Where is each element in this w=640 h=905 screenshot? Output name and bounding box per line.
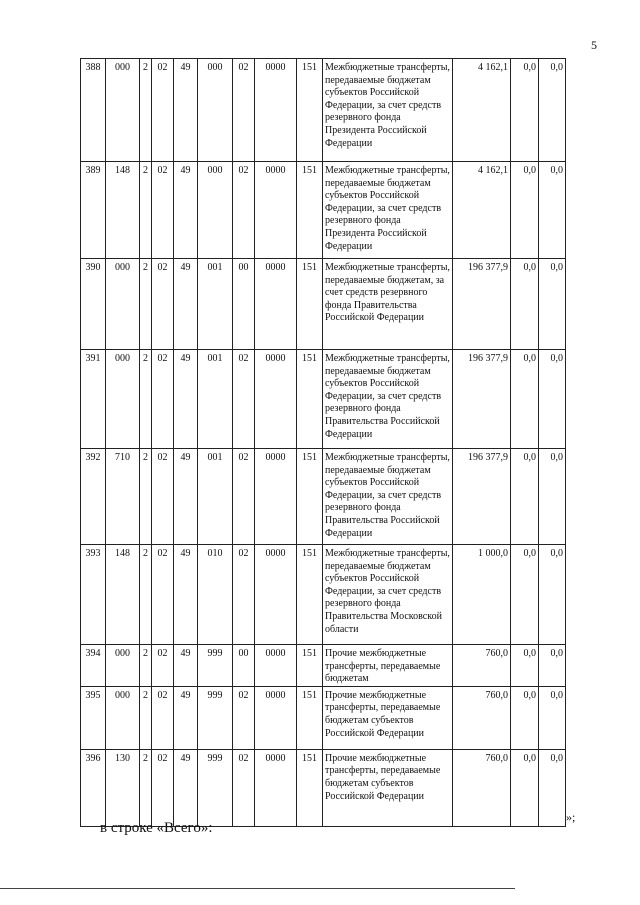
cell-c5: 999 (198, 749, 233, 826)
cell-c4: 49 (174, 350, 198, 449)
cell-c6: 02 (233, 162, 255, 259)
closing-quote: »; (566, 810, 576, 824)
cell-c6: 00 (233, 259, 255, 350)
cell-c2: 2 (140, 449, 152, 545)
cell-c8: 151 (297, 259, 323, 350)
cell-c2: 2 (140, 645, 152, 687)
cell-name: Прочие межбюджетные трансферты, передаваемые бюджетам субъектов Российской Федерации (323, 686, 453, 749)
cell-num: 394 (81, 645, 106, 687)
cell-c5: 001 (198, 259, 233, 350)
cell-v2: 0,0 (511, 59, 539, 162)
cell-c4: 49 (174, 686, 198, 749)
table-row (81, 162, 566, 259)
cell-c3: 02 (152, 350, 174, 449)
table-row (81, 449, 566, 545)
cell-num: 392 (81, 449, 106, 545)
cell-c2: 2 (140, 162, 152, 259)
cell-c8: 151 (297, 59, 323, 162)
budget-table (80, 58, 566, 827)
table-row (81, 749, 566, 826)
cell-v3: 0,0 (539, 259, 566, 350)
cell-v1: 760,0 (453, 686, 511, 749)
cell-c1: 710 (106, 449, 140, 545)
cell-name: Межбюджетные трансферты, передаваемые бюджетам субъектов Российской Федерации, за счет средств резервного фонда Правительства Российской Федерации (323, 350, 453, 449)
cell-name: Межбюджетные трансферты, передаваемые бюджетам субъектов Российской Федерации, за счет средств резервного фонда Правительства Московской области (323, 545, 453, 645)
cell-v1: 1 000,0 (453, 545, 511, 645)
cell-v3: 0,0 (539, 449, 566, 545)
cell-v3: 0,0 (539, 59, 566, 162)
cell-v3: 0,0 (539, 545, 566, 645)
cell-num: 393 (81, 545, 106, 645)
footer-rule (0, 888, 515, 889)
cell-v3: 0,0 (539, 645, 566, 687)
cell-num: 391 (81, 350, 106, 449)
cell-c2: 2 (140, 350, 152, 449)
cell-c3: 02 (152, 259, 174, 350)
cell-c5: 010 (198, 545, 233, 645)
cell-v2: 0,0 (511, 686, 539, 749)
cell-c5: 001 (198, 350, 233, 449)
cell-v2: 0,0 (511, 350, 539, 449)
cell-c8: 151 (297, 449, 323, 545)
cell-name: Межбюджетные трансферты, передаваемые бюджетам субъектов Российской Федерации, за счет средств резервного фонда Правительства Российской Федерации (323, 449, 453, 545)
cell-name: Межбюджетные трансферты, передаваемые бюджетам субъектов Российской Федерации, за счет средств резервного фонда Президента Российской Федерации (323, 59, 453, 162)
cell-num: 396 (81, 749, 106, 826)
cell-c6: 02 (233, 350, 255, 449)
cell-c8: 151 (297, 350, 323, 449)
cell-c7: 0000 (255, 449, 297, 545)
cell-c1: 000 (106, 645, 140, 687)
cell-v2: 0,0 (511, 162, 539, 259)
cell-c5: 999 (198, 686, 233, 749)
cell-c1: 130 (106, 749, 140, 826)
cell-c3: 02 (152, 545, 174, 645)
cell-c1: 000 (106, 350, 140, 449)
cell-c3: 02 (152, 749, 174, 826)
cell-c1: 000 (106, 59, 140, 162)
cell-c2: 2 (140, 59, 152, 162)
cell-name: Прочие межбюджетные трансферты, передаваемые бюджетам (323, 645, 453, 687)
cell-c7: 0000 (255, 686, 297, 749)
cell-v1: 196 377,9 (453, 449, 511, 545)
cell-c3: 02 (152, 59, 174, 162)
cell-c7: 0000 (255, 59, 297, 162)
cell-c5: 999 (198, 645, 233, 687)
cell-c2: 2 (140, 259, 152, 350)
cell-v2: 0,0 (511, 749, 539, 826)
cell-c5: 001 (198, 449, 233, 545)
cell-c3: 02 (152, 162, 174, 259)
cell-c1: 000 (106, 686, 140, 749)
page-number: 5 (591, 38, 597, 52)
cell-num: 395 (81, 686, 106, 749)
cell-v3: 0,0 (539, 162, 566, 259)
table-row (81, 259, 566, 350)
cell-c6: 02 (233, 59, 255, 162)
cell-c8: 151 (297, 162, 323, 259)
cell-name: Прочие межбюджетные трансферты, передаваемые бюджетам субъектов Российской Федерации (323, 749, 453, 826)
cell-c4: 49 (174, 162, 198, 259)
cell-c1: 148 (106, 545, 140, 645)
cell-c6: 00 (233, 645, 255, 687)
cell-v3: 0,0 (539, 350, 566, 449)
cell-c7: 0000 (255, 749, 297, 826)
cell-c5: 000 (198, 59, 233, 162)
cell-c8: 151 (297, 645, 323, 687)
table-row (81, 59, 566, 162)
cell-c1: 148 (106, 162, 140, 259)
cell-v2: 0,0 (511, 645, 539, 687)
cell-v2: 0,0 (511, 545, 539, 645)
cell-c2: 2 (140, 749, 152, 826)
cell-c7: 0000 (255, 350, 297, 449)
cell-c3: 02 (152, 645, 174, 687)
cell-c8: 151 (297, 686, 323, 749)
table-row (81, 350, 566, 449)
table-row (81, 686, 566, 749)
cell-num: 388 (81, 59, 106, 162)
cell-v2: 0,0 (511, 449, 539, 545)
cell-c1: 000 (106, 259, 140, 350)
cell-c7: 0000 (255, 645, 297, 687)
cell-c7: 0000 (255, 545, 297, 645)
cell-c6: 02 (233, 545, 255, 645)
cell-v1: 760,0 (453, 749, 511, 826)
cell-c4: 49 (174, 59, 198, 162)
cell-v1: 196 377,9 (453, 350, 511, 449)
cell-v1: 4 162,1 (453, 162, 511, 259)
cell-c5: 000 (198, 162, 233, 259)
cell-v2: 0,0 (511, 259, 539, 350)
cell-v1: 196 377,9 (453, 259, 511, 350)
cell-c4: 49 (174, 259, 198, 350)
cell-c6: 02 (233, 749, 255, 826)
cell-name: Межбюджетные трансферты, передаваемые бюджетам субъектов Российской Федерации, за счет средств резервного фонда Президента Российской Федерации (323, 162, 453, 259)
cell-c6: 02 (233, 686, 255, 749)
cell-v1: 4 162,1 (453, 59, 511, 162)
cell-c4: 49 (174, 645, 198, 687)
table-row (81, 645, 566, 687)
cell-num: 389 (81, 162, 106, 259)
cell-c3: 02 (152, 686, 174, 749)
cell-c3: 02 (152, 449, 174, 545)
cell-c7: 0000 (255, 162, 297, 259)
table-row (81, 545, 566, 645)
cell-c4: 49 (174, 749, 198, 826)
cell-c7: 0000 (255, 259, 297, 350)
cell-c2: 2 (140, 686, 152, 749)
cell-c4: 49 (174, 545, 198, 645)
caption-text: в строке «Всего»: (100, 820, 213, 836)
cell-v1: 760,0 (453, 645, 511, 687)
cell-c6: 02 (233, 449, 255, 545)
cell-name: Межбюджетные трансферты, передаваемые бюджетам, за счет средств резервного фонда Правительства Российской Федерации (323, 259, 453, 350)
cell-c8: 151 (297, 545, 323, 645)
cell-c8: 151 (297, 749, 323, 826)
cell-v3: 0,0 (539, 686, 566, 749)
cell-v3: 0,0 (539, 749, 566, 826)
cell-num: 390 (81, 259, 106, 350)
cell-c4: 49 (174, 449, 198, 545)
cell-c2: 2 (140, 545, 152, 645)
